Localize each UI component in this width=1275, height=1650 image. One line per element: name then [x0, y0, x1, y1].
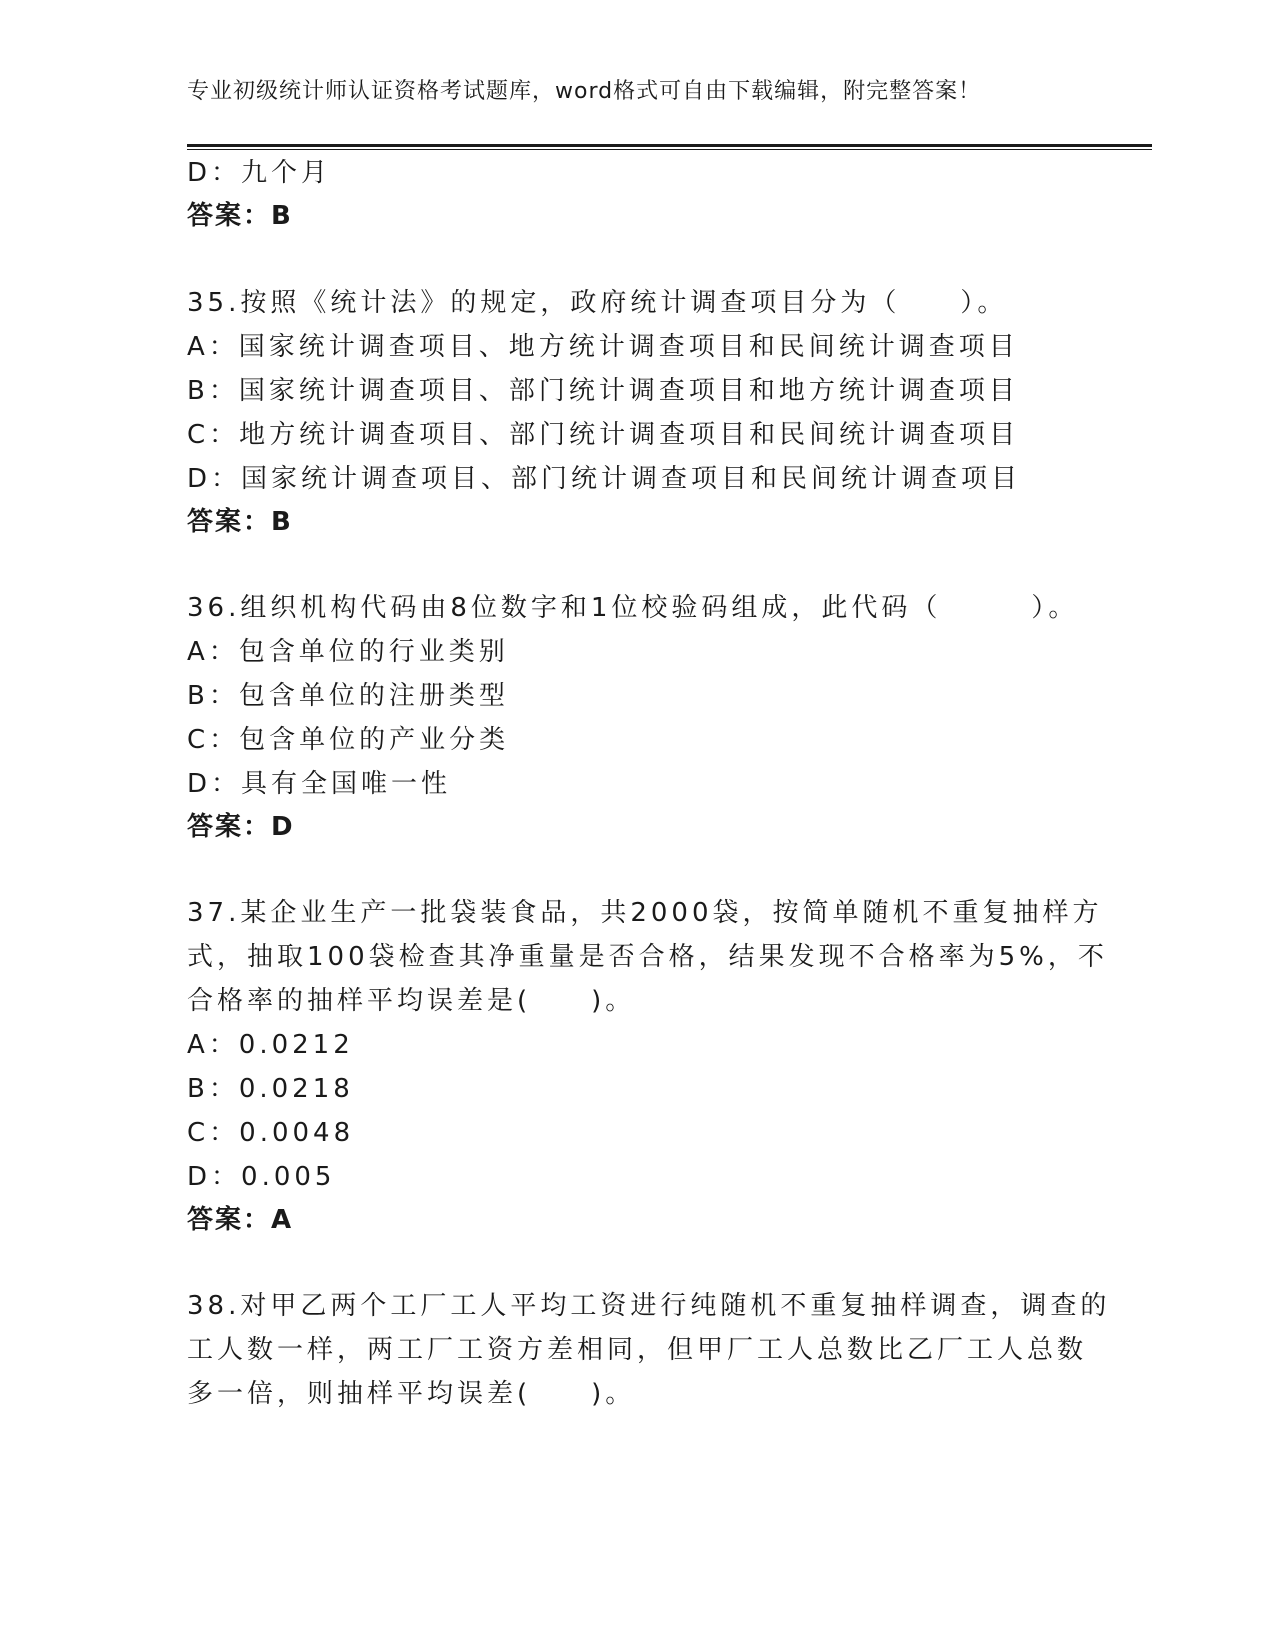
- q37-stem-line-3: 合格率的抽样平均误差是( )。: [187, 986, 636, 1016]
- q38-stem-line-3: 多一倍，则抽样平均误差( )。: [187, 1379, 636, 1409]
- q38-stem-line-2: 工人数一样，两工厂工资方差相同，但甲厂工人总数比乙厂工人总数: [187, 1335, 1088, 1365]
- q35-option-b: B：国家统计调查项目、部门统计调查项目和地方统计调查项目: [187, 376, 1019, 406]
- q36-stem: 36.组织机构代码由8位数字和1位校验码组成，此代码（ ）。: [187, 593, 1079, 623]
- header-divider-thick: [187, 144, 1152, 147]
- q36-option-b: B：包含单位的注册类型: [187, 681, 509, 711]
- q37-answer: 答案：A: [187, 1205, 294, 1235]
- q37-option-c: C：0.0048: [187, 1118, 355, 1148]
- q37-option-b: B：0.0218: [187, 1074, 354, 1104]
- q35-option-d: D：国家统计调查项目、部门统计调查项目和民间统计调查项目: [187, 464, 1022, 494]
- q35-option-a: A：国家统计调查项目、地方统计调查项目和民间统计调查项目: [187, 332, 1019, 362]
- q36-option-c: C：包含单位的产业分类: [187, 725, 510, 755]
- q37-option-a: A：0.0212: [187, 1030, 354, 1060]
- q38-stem-line-1: 38.对甲乙两个工厂工人平均工资进行纯随机不重复抽样调查，调查的: [187, 1291, 1111, 1321]
- q36-option-d: D：具有全国唯一性: [187, 769, 452, 799]
- q35-option-c: C：地方统计调查项目、部门统计调查项目和民间统计调查项目: [187, 420, 1020, 450]
- q36-option-a: A：包含单位的行业类别: [187, 637, 509, 667]
- q37-stem-line-2: 式，抽取100袋检查其净重量是否合格，结果发现不合格率为5%，不: [187, 942, 1108, 972]
- prev-option-d: D：九个月: [187, 158, 332, 188]
- q36-answer: 答案：D: [187, 812, 295, 842]
- prev-answer: 答案：B: [187, 201, 293, 231]
- page-header: 专业初级统计师认证资格考试题库，word格式可自由下载编辑，附完整答案！: [187, 79, 982, 104]
- q37-option-d: D：0.005: [187, 1162, 336, 1192]
- q37-stem-line-1: 37.某企业生产一批袋装食品，共2000袋，按简单随机不重复抽样方: [187, 898, 1103, 928]
- q35-answer: 答案：B: [187, 507, 293, 537]
- q35-stem: 35.按照《统计法》的规定，政府统计调查项目分为（ ）。: [187, 288, 1008, 318]
- header-divider-thin: [187, 149, 1152, 150]
